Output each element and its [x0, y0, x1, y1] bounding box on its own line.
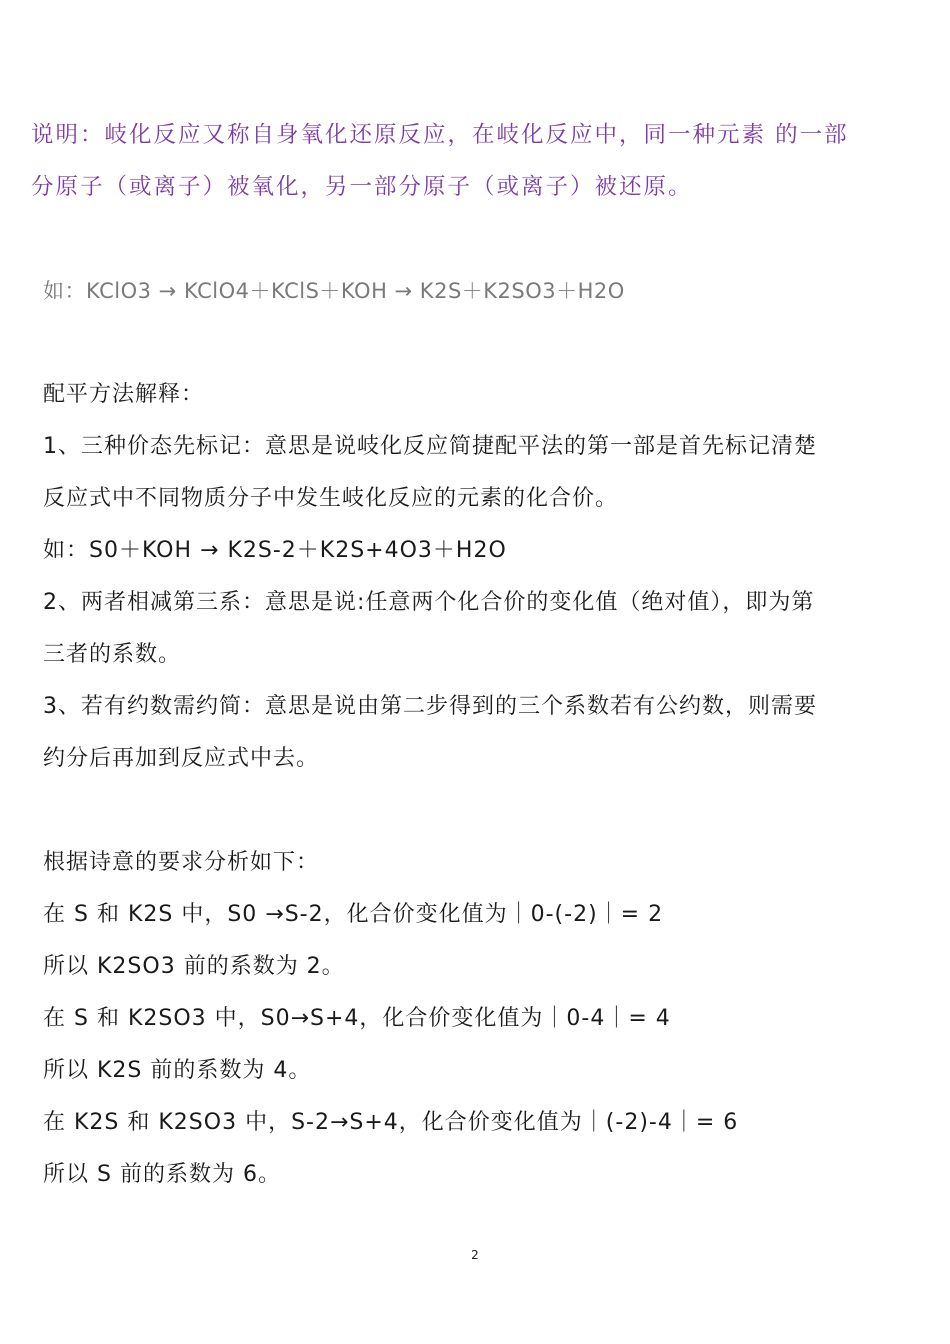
analysis-line-6: 所以 S 前的系数为 6。 [43, 1162, 281, 1187]
note-line-1: 说明：岐化反应又称自身氧化还原反应，在岐化反应中，同一种元素 的一部 [31, 122, 849, 148]
analysis-line-4: 所以 K2S 前的系数为 4。 [43, 1058, 312, 1083]
method-heading: 配平方法解释： [43, 382, 205, 407]
example-equation-top: 如：KClO3 → KClO4＋KClS＋KOH → K2S＋K2SO3＋H2O [43, 279, 625, 303]
analysis-line-5: 在 K2S 和 K2SO3 中，S-2→S+4，化合价变化值为｜(-2)-4｜= 6 [43, 1110, 739, 1135]
method-item-1-example: 如：S0＋KOH → K2S-2＋K2S+4O3＋H2O [43, 538, 507, 563]
page-number: 2 [471, 1248, 479, 1262]
analysis-heading: 根据诗意的要求分析如下： [43, 850, 320, 875]
analysis-line-3: 在 S 和 K2SO3 中，S0→S+4，化合价变化值为｜0-4｜= 4 [43, 1006, 671, 1031]
method-item-3-line-2: 约分后再加到反应式中去。 [43, 746, 320, 771]
analysis-line-2: 所以 K2SO3 前的系数为 2。 [43, 954, 345, 979]
analysis-line-1: 在 S 和 K2S 中，S0 →S-2，化合价变化值为｜0-(-2)｜= 2 [43, 902, 664, 927]
note-line-2: 分原子（或离子）被氧化，另一部分原子（或离子）被还原。 [31, 174, 693, 200]
method-item-3-line-1: 3、若有约数需约简：意思是说由第二步得到的三个系数若有公约数，则需要 [43, 694, 817, 719]
method-item-1-line-2: 反应式中不同物质分子中发生岐化反应的元素的化合价。 [43, 486, 619, 511]
method-item-1-line-1: 1、三种价态先标记：意思是说岐化反应简捷配平法的第一部是首先标记清楚 [43, 434, 817, 459]
method-item-2-line-2: 三者的系数。 [43, 642, 182, 667]
method-item-2-line-1: 2、两者相减第三系：意思是说:任意两个化合价的变化值（绝对值），即为第 [43, 590, 815, 615]
